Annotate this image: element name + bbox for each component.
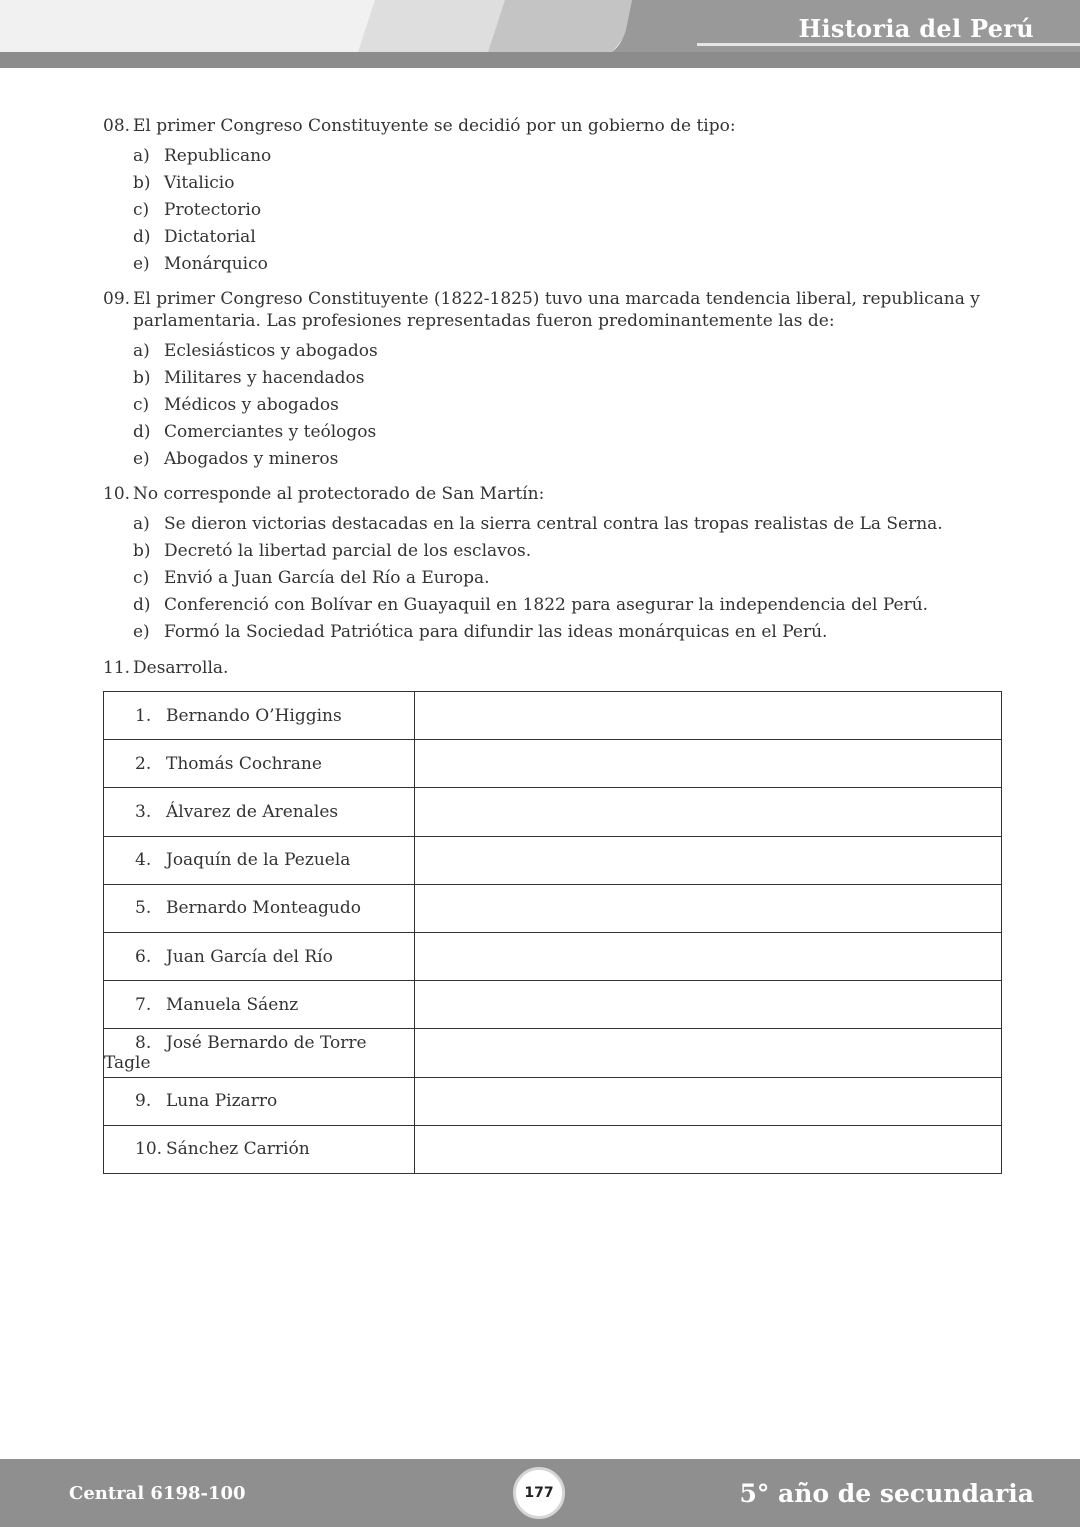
footer-central-phone: Central 6198-100 xyxy=(69,1483,246,1504)
table-row xyxy=(104,836,1002,884)
question-stem: No corresponde al protectorado de San Martín: xyxy=(133,484,545,504)
answer-cell[interactable] xyxy=(415,836,1002,884)
name-cell: 2. Thomás Cochrane xyxy=(104,740,415,788)
question-10 xyxy=(103,483,1013,646)
answer-cell[interactable] xyxy=(415,740,1002,788)
answer-cell[interactable] xyxy=(415,884,1002,932)
name-cell: 9. Luna Pizarro xyxy=(104,1077,415,1125)
option-c: c) Protectorio xyxy=(133,199,262,220)
option-e: e) Abogados y mineros xyxy=(133,449,339,470)
development-table xyxy=(103,691,1002,1174)
page-header xyxy=(0,0,1080,68)
option-a: a) Se dieron victorias destacadas en la sierra central contra las tropas realistas de La Serna. xyxy=(133,513,943,534)
answer-cell[interactable] xyxy=(415,788,1002,836)
option-b: b) Decretó la libertad parcial de los esclavos. xyxy=(133,540,532,561)
name-cell: 6. Juan García del Río xyxy=(104,932,415,980)
name-cell: 5. Bernardo Monteagudo xyxy=(104,884,415,932)
option-d: d) Conferenció con Bolívar en Guayaquil en 1822 para asegurar la independencia del Perú. xyxy=(133,595,929,616)
question-number: 08. xyxy=(103,116,131,136)
question-number: 11. xyxy=(103,658,131,678)
question-number: 10. xyxy=(103,484,131,504)
question-stem: El primer Congreso Constituyente (1822-1825) tuvo una marcada tendencia liberal, republicana y parlamentaria. Las profesiones representadas fueron predominantemente las de: xyxy=(133,289,980,331)
question-stem: Desarrolla. xyxy=(133,658,229,678)
option-d: d) Comerciantes y teólogos xyxy=(133,422,377,443)
option-a: a) Republicano xyxy=(133,145,272,166)
answer-cell[interactable] xyxy=(415,1125,1002,1173)
table-row xyxy=(104,788,1002,836)
page-footer xyxy=(0,1459,1080,1527)
answer-cell[interactable] xyxy=(415,692,1002,740)
question-11 xyxy=(103,657,1013,679)
option-b: b) Vitalicio xyxy=(133,172,235,193)
option-list xyxy=(133,510,1013,646)
header-title: Historia del Perú xyxy=(798,14,1034,43)
question-stem: El primer Congreso Constituyente se decidió por un gobierno de tipo: xyxy=(133,116,736,136)
name-cell: 1. Bernando O’Higgins xyxy=(104,692,415,740)
name-cell: 7. Manuela Sáenz xyxy=(104,981,415,1029)
table-row xyxy=(104,692,1002,740)
question-08 xyxy=(103,115,1013,278)
name-cell: 3. Álvarez de Arenales xyxy=(104,788,415,836)
answer-cell[interactable] xyxy=(415,1029,1002,1077)
table-row xyxy=(104,932,1002,980)
table-row xyxy=(104,981,1002,1029)
question-number: 09. xyxy=(103,289,131,309)
table-row xyxy=(104,1029,1002,1077)
table-row xyxy=(104,884,1002,932)
option-e: e) Formó la Sociedad Patriótica para difundir las ideas monárquicas en el Perú. xyxy=(133,622,828,643)
answer-cell[interactable] xyxy=(415,1077,1002,1125)
option-b: b) Militares y hacendados xyxy=(133,367,365,388)
page-number-badge: 177 xyxy=(513,1467,565,1519)
option-c: c) Envió a Juan García del Río a Europa. xyxy=(133,567,490,588)
option-a: a) Eclesiásticos y abogados xyxy=(133,340,378,361)
option-list xyxy=(133,337,1013,473)
table-row xyxy=(104,1125,1002,1173)
option-d: d) Dictatorial xyxy=(133,227,256,248)
option-c: c) Médicos y abogados xyxy=(133,394,339,415)
option-e: e) Monárquico xyxy=(133,254,268,275)
question-09 xyxy=(103,288,1013,473)
name-cell: 4. Joaquín de la Pezuela xyxy=(104,836,415,884)
footer-grade: 5° año de secundaria xyxy=(739,1479,1034,1508)
answer-cell[interactable] xyxy=(415,932,1002,980)
table-row xyxy=(104,1077,1002,1125)
answer-cell[interactable] xyxy=(415,981,1002,1029)
name-cell: 10. Sánchez Carrión xyxy=(104,1125,415,1173)
option-list xyxy=(133,142,1013,278)
table-row xyxy=(104,740,1002,788)
name-cell: 8. José Bernardo de Torre Tagle xyxy=(104,1029,415,1077)
